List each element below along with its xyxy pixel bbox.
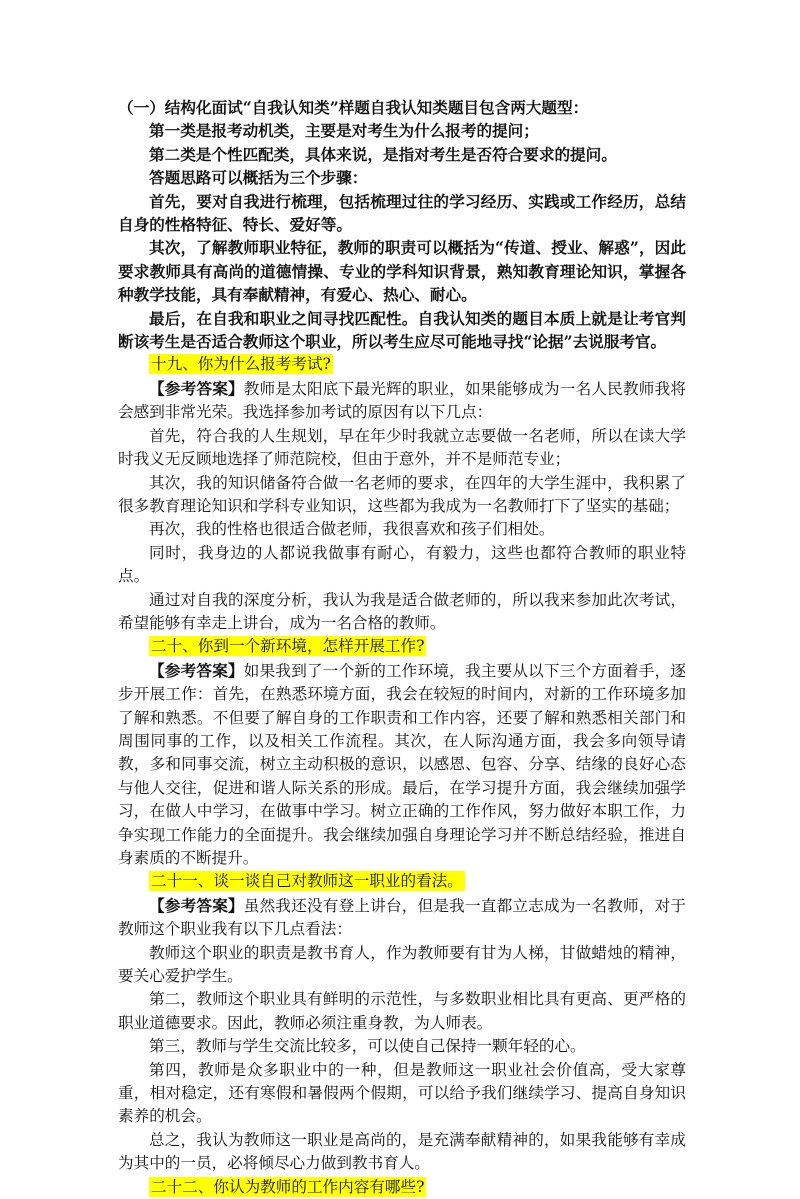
answer-paragraph: 其次，我的知识储备符合做一名老师的要求，在四年的大学生涯中，我积累了很多教育理论知识和学科专业知识，这些都为我成为一名教师打下了坚实的基础； <box>118 473 686 515</box>
answer-paragraph: 第四，教师是众多职业中的一种，但是教师这一职业社会价值高，受大家尊重，相对稳定，还有寒假和暑假两个假期，可以给予我们继续学习、提高自身知识素养的机会。 <box>118 1060 686 1126</box>
answer-paragraph: 再次，我的性格也很适合做老师，我很喜欢和孩子们相处。 <box>149 520 555 539</box>
answer-text: 如果我到了一个新的工作环境，我主要从以下三个方面着手，逐步开展工作：首先，在熟悉环境方面，我会在较短的时间内，对新的工作环境多加了解和熟悉。不但要了解自身的工作职责和工作内容，还要了解和熟悉相关部门和周围同事的工作，以及相关工作流程。其次，在人际沟通方面，我会多向领导请教，多和同事交流，树立主动积极的意识，以感恩、包容、分享、结缘的良好心态与他人交往，促进和谐人际关系的形成。最后，在学习提升方面，我会继续加强学习，在做人中学习，在做事中学习。树立正确的工作作风，努力做好本职工作，力争实现工作能力的全面提升。我会继续加强自身理论学习并不断总结经验，推进自身素质的不断提升。 <box>118 661 686 867</box>
intro-paragraph: 答题思路可以概括为三个步骤： <box>149 168 368 188</box>
question-title: 二十二、你认为教师的工作内容有哪些? <box>151 1177 425 1196</box>
question-title: 十九、你为什么报考考试? <box>151 355 331 374</box>
question-heading <box>118 635 686 658</box>
answer-paragraph: 教师这个职业的职责是教书育人，作为教师要有甘为人梯，甘做蜡烛的精神，要关心爱护学生。 <box>118 943 686 986</box>
question-heading <box>118 353 686 376</box>
answer-label: 【参考答案】 <box>149 660 244 680</box>
answer-paragraph <box>118 894 686 942</box>
question-heading <box>118 870 686 893</box>
answer-paragraph: 首先，符合我的人生规划，早在年少时我就立志要做一名老师，所以在读大学时我义无反顾地选择了师范院校，但由于意外，并不是师范专业； <box>118 426 686 469</box>
intro-heading: （一）结构化面试“自我认知类”样题自我认知类题目包含两大题型： <box>118 98 589 117</box>
answer-text: 教师是太阳底下最光辉的职业，如果能够成为一名人民教师我将会感到非常光荣。我选择参加考试的原因有以下几点： <box>118 379 686 422</box>
answer-label: 【参考答案】 <box>149 378 244 398</box>
answer-paragraph: 通过对自我的深度分析，我认为我是适合做老师的，所以我来参加此次考试，希望能够有幸走上讲台，成为一名合格的教师。 <box>118 590 686 632</box>
intro-paragraph: 其次，了解教师职业特征，教师的职责可以概括为“传道、授业、解惑”，因此要求教师具有高尚的道德情操、专业的学科知识背景，熟知教育理论知识，掌握各种教学技能，具有奉献精神，有爱心、热心、耐心。 <box>118 238 686 305</box>
intro-paragraph: 第一类是报考动机类，主要是对考生为什么报考的提问； <box>149 121 539 141</box>
answer-label: 【参考答案】 <box>149 895 244 915</box>
answer-text: 虽然我还没有登上讲台，但是我一直都立志成为一名教师，对于教师这个职业我有以下几点看法： <box>118 896 686 939</box>
answer-paragraph <box>118 659 686 871</box>
question-heading <box>118 1176 686 1199</box>
answer-paragraph <box>118 377 686 425</box>
answer-paragraph: 第二，教师这个职业具有鲜明的示范性，与多数职业相比具有更高、更严格的职业道德要求。因此，教师必须注重身教，为人师表。 <box>118 990 686 1032</box>
question-title: 二十、你到一个新环境，怎样开展工作? <box>151 637 425 656</box>
intro-paragraph: 首先，要对自我进行梳理，包括梳理过往的学习经历、实践或工作经历，总结自身的性格特征、特长、爱好等。 <box>118 191 686 235</box>
intro-paragraph: 第二类是个性匹配类，具体来说，是指对考生是否符合要求的提问。 <box>149 144 617 164</box>
answer-paragraph: 第三，教师与学生交流比较多，可以使自己保持一颗年轻的心。 <box>149 1037 586 1056</box>
answer-paragraph: 同时，我身边的人都说我做事有耐心，有毅力，这些也都符合教师的职业特点。 <box>118 543 686 586</box>
document-body <box>118 96 686 1199</box>
question-title: 二十一、谈一谈自己对教师这一职业的看法。 <box>151 872 463 891</box>
intro-paragraph: 最后，在自我和职业之间寻找匹配性。自我认知类的题目本质上就是让考官判断该考生是否适合教师这个职业，所以考生应尽可能地寻找“论据”去说服考官。 <box>118 308 686 352</box>
answer-paragraph: 总之，我认为教师这一职业是高尚的，是充满奉献精神的，如果我能够有幸成为其中的一员，必将倾尽心力做到教书育人。 <box>118 1130 686 1173</box>
